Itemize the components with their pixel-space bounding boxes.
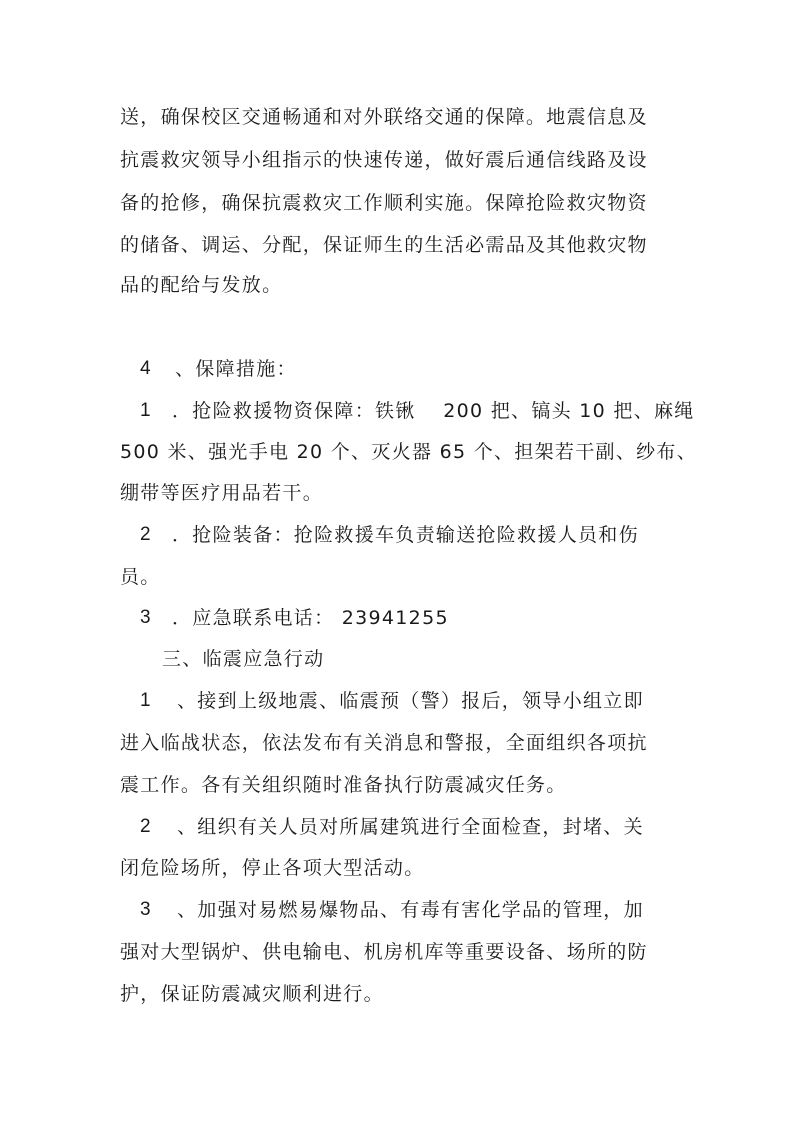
list-item-line: 强对大型锅炉、供电输电、机房机库等重要设备、场所的防 xyxy=(120,941,648,963)
item-text: 、组织有关人员对所属建筑进行全面检查，封堵、关 xyxy=(177,816,644,838)
list-item-line: 进入临战状态，依法发布有关消息和警报，全面组织各项抗 xyxy=(120,732,648,754)
paragraph-line: 的储备、调运、分配，保证师生的生活必需品及其他救灾物 xyxy=(120,234,648,256)
item-number: 1 xyxy=(140,400,152,421)
list-item-line: 震工作。各有关组织随时准备执行防震减灾任务。 xyxy=(120,774,567,796)
list-item-line: 500 米、强光手电 20 个、灭火器 65 个、担架若干副、纱布、 xyxy=(120,441,698,463)
list-item-line: 护，保证防震减灾顺利进行。 xyxy=(120,983,384,1005)
item-number: 2 xyxy=(140,816,152,837)
item-number: 3 xyxy=(140,899,152,920)
item-text: ．应急联系电话： 23941255 xyxy=(172,607,449,629)
paragraph-line: 备的抢修，确保抗震救灾工作顺利实施。保障抢险救灾物资 xyxy=(120,192,648,214)
list-item-line: 员。 xyxy=(120,566,161,588)
item-number: 1 xyxy=(140,690,152,711)
list-item-line: 闭危险场所，停止各项大型活动。 xyxy=(120,857,425,879)
paragraph-line: 送，确保校区交通畅通和对外联络交通的保障。地震信息及 xyxy=(120,106,648,128)
section-number: 4 xyxy=(140,358,152,379)
item-text: ．抢险救援物资保障：铁锹 200 把、镐头 10 把、麻绳 xyxy=(172,400,695,422)
section-heading-3: 三、临震应急行动 xyxy=(162,648,325,670)
item-number: 3 xyxy=(140,607,152,628)
paragraph-line: 品的配给与发放。 xyxy=(120,274,283,296)
item-text: 、加强对易燃易爆物品、有毒有害化学品的管理，加 xyxy=(177,899,644,921)
list-item-line: 绷带等医疗用品若干。 xyxy=(120,482,324,504)
section-title: 、保障措施： xyxy=(175,358,297,380)
paragraph-line: 抗震救灾领导小组指示的快速传递，做好震后通信线路及设 xyxy=(120,149,648,171)
item-text: 、接到上级地震、临震预（警）报后，领导小组立即 xyxy=(177,690,644,712)
item-number: 2 xyxy=(140,524,152,545)
item-text: ．抢险装备：抢险救援车负责输送抢险救援人员和伤 xyxy=(172,524,639,546)
